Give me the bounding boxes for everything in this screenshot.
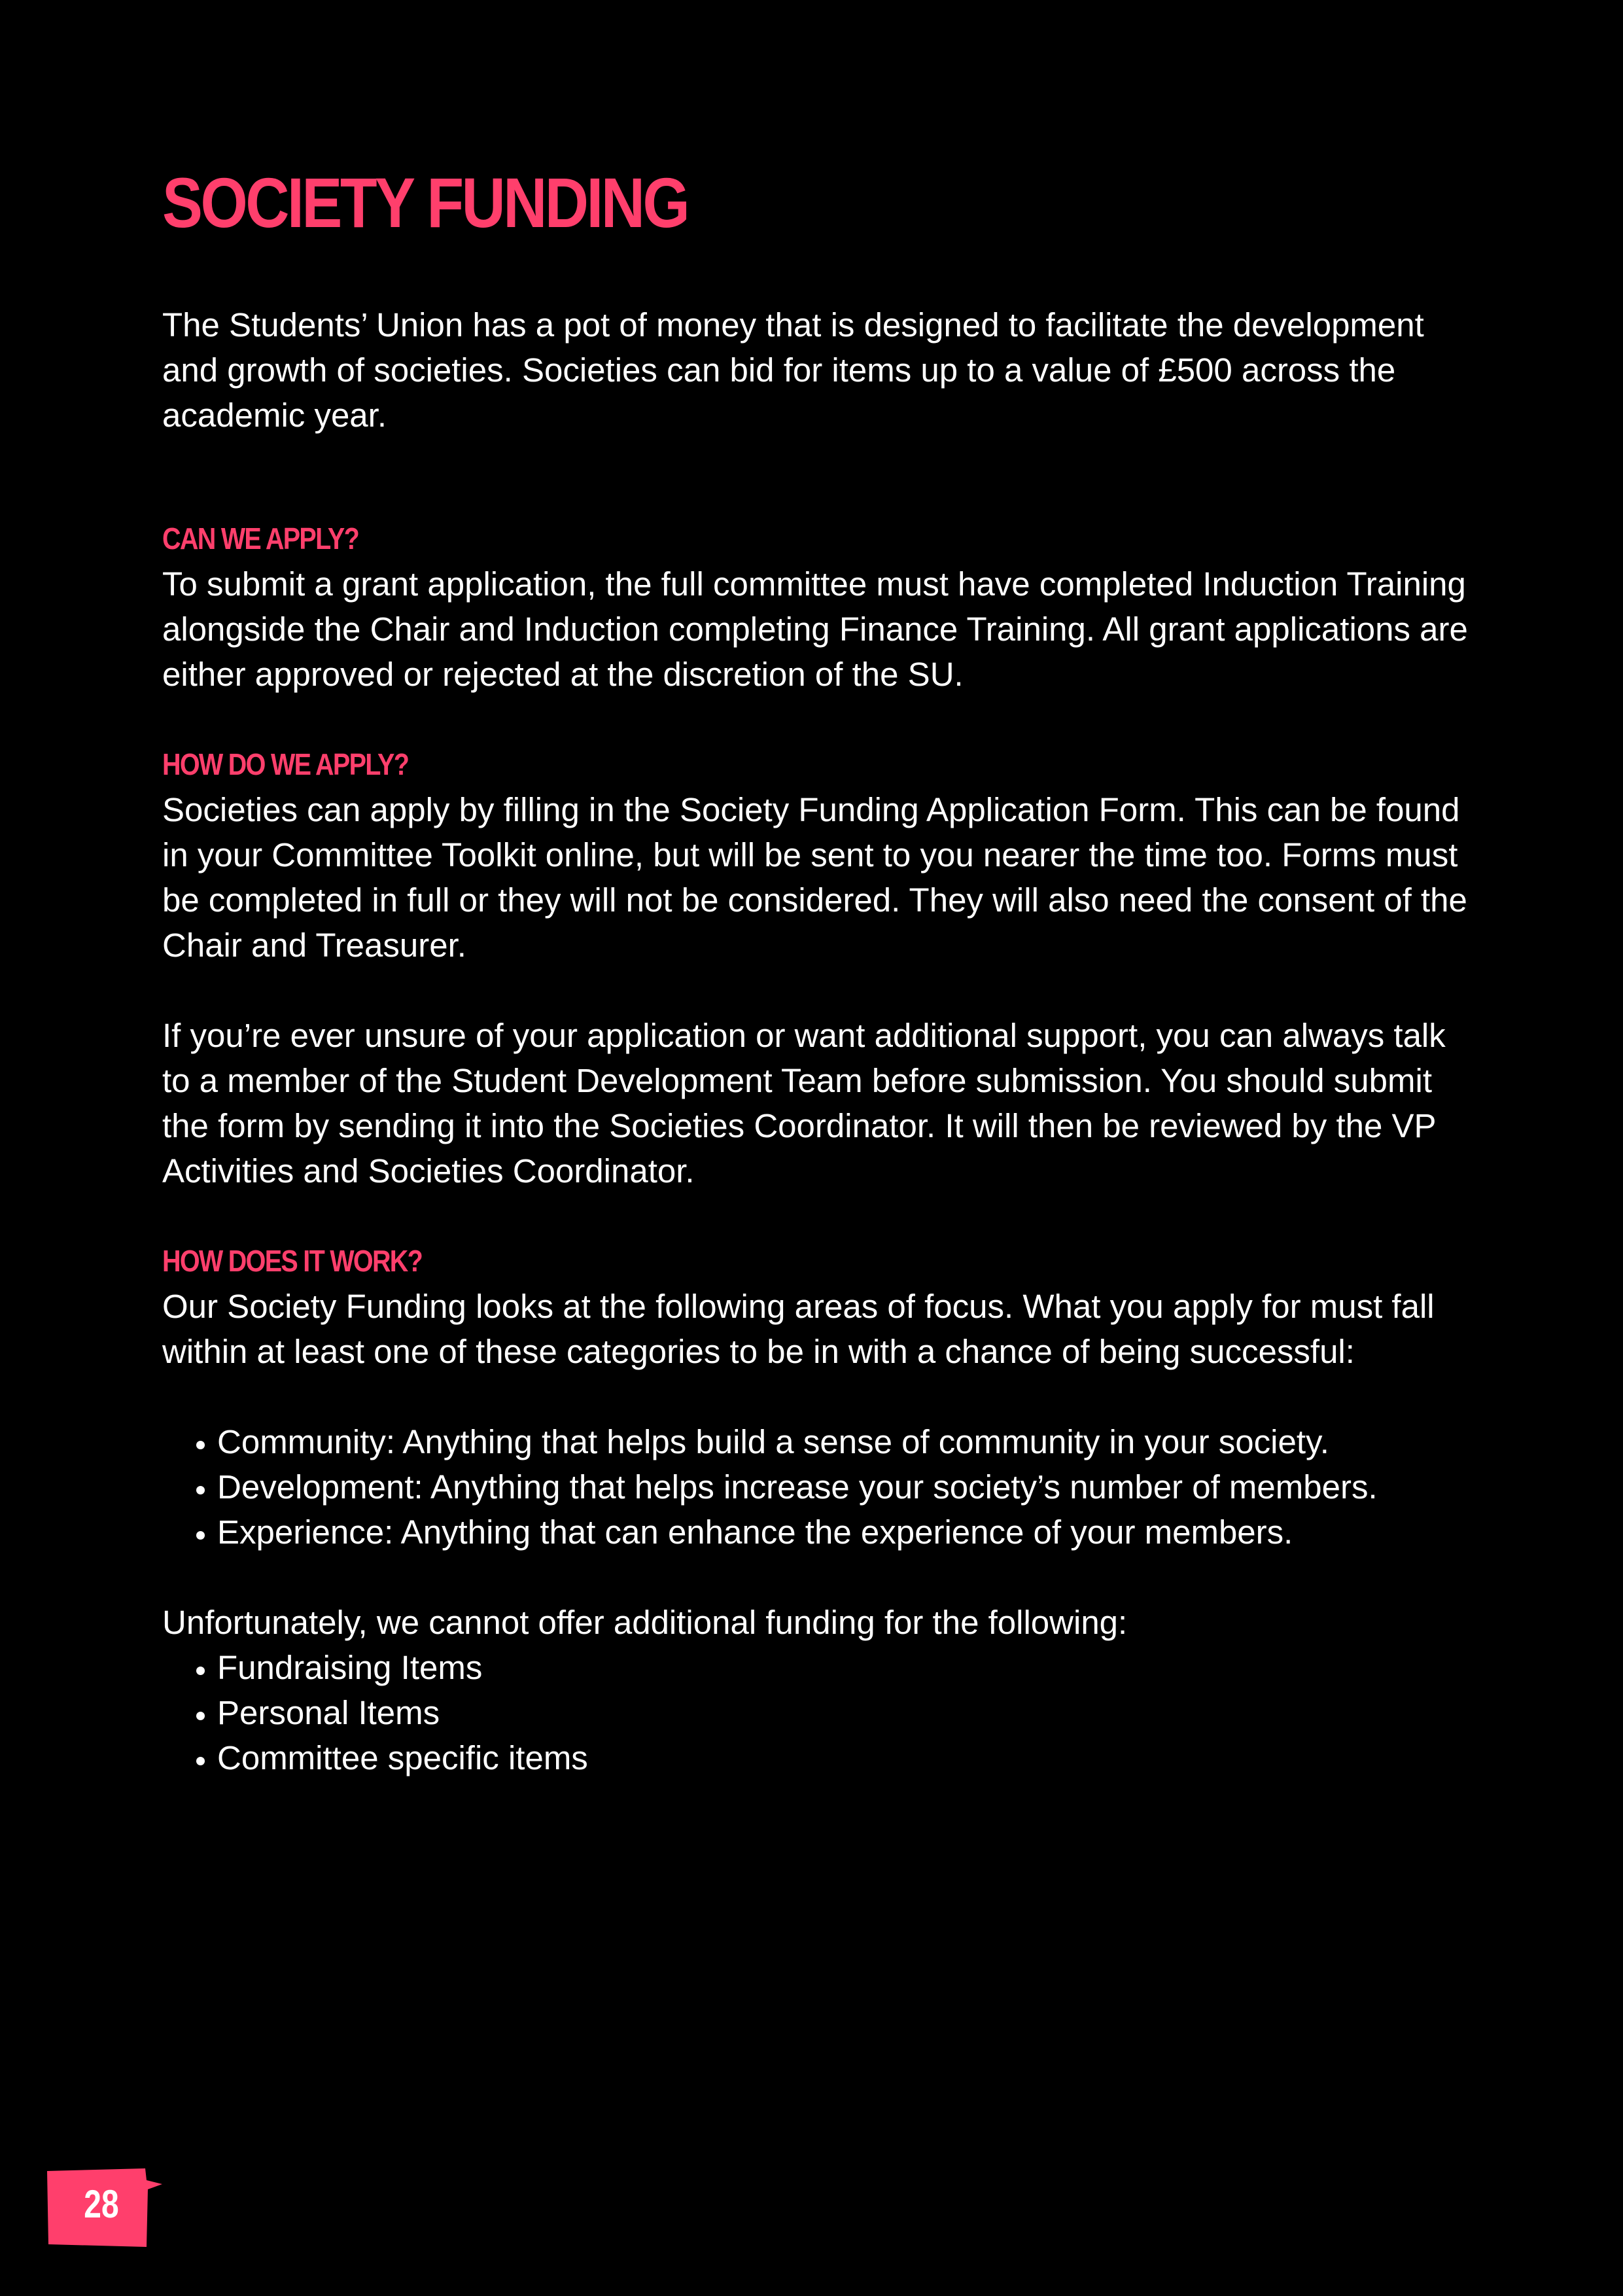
list-item: • Development: Anything that helps increase your society’s number of members. — [217, 1464, 1477, 1510]
list-item: • Community: Anything that helps build a sense of community in your society. — [217, 1419, 1477, 1464]
list-item: • Experience: Anything that can enhance the experience of your members. — [217, 1510, 1477, 1555]
page-number-badge — [46, 2167, 164, 2248]
focus-areas-list — [162, 1419, 1477, 1555]
list-item: • Personal Items — [217, 1690, 1477, 1735]
exclusions-intro: Unfortunately, we cannot offer additional funding for the following: — [162, 1604, 1128, 1641]
section-how-does-it-work — [162, 1239, 1477, 1780]
section-heading: CAN WE APPLY? — [162, 521, 359, 556]
section-body-support: If you’re ever unsure of your application or want additional support, you can always talk to a member of the Student Development Team before submission. You should submit the form by sending it into the Societies Coordinator. It will then be reviewed by the VP Activities and Societies Coordinator. — [162, 1017, 1446, 1190]
spacer — [162, 1193, 1477, 1239]
section-body: Our Society Funding looks at the following areas of focus. What you apply for must fall within at least one of these categories to be in with a chance of being successful: — [162, 1288, 1435, 1370]
list-item: • Committee specific items — [217, 1735, 1477, 1780]
list-item: • Fundraising Items — [217, 1645, 1477, 1690]
page-number: 28 — [84, 2182, 119, 2226]
section-heading: HOW DOES IT WORK? — [162, 1244, 423, 1278]
section-can-we-apply — [162, 516, 1477, 697]
section-body: Societies can apply by filling in the Society Funding Application Form. This can be found in your Committee Toolkit online, but will be sent to you nearer the time too. Forms must be completed in full or they will not be considered. They will also need the consent of the Chair and Treasurer. — [162, 791, 1467, 964]
spacer — [162, 249, 1477, 302]
spacer — [162, 697, 1477, 742]
exclusions-list — [162, 1645, 1477, 1780]
spacer — [162, 1374, 1477, 1419]
spacer — [162, 1555, 1477, 1600]
page-content — [162, 157, 1477, 1780]
intro-paragraph: The Students’ Union has a pot of money that is designed to facilitate the development and growth of societies. Societies can bid for items up to a value of £500 across the academic year. — [162, 306, 1424, 434]
spacer — [162, 968, 1477, 1013]
page-title: SOCIETY FUNDING — [162, 163, 688, 242]
section-body: To submit a grant application, the full committee must have completed Induction Training alongside the Chair and Induction completing Finance Training. All grant applications are either approved or rejected at the discretion of the SU. — [162, 565, 1468, 693]
spacer — [162, 438, 1477, 516]
section-heading: HOW DO WE APPLY? — [162, 747, 409, 781]
section-how-do-we-apply — [162, 742, 1477, 1193]
